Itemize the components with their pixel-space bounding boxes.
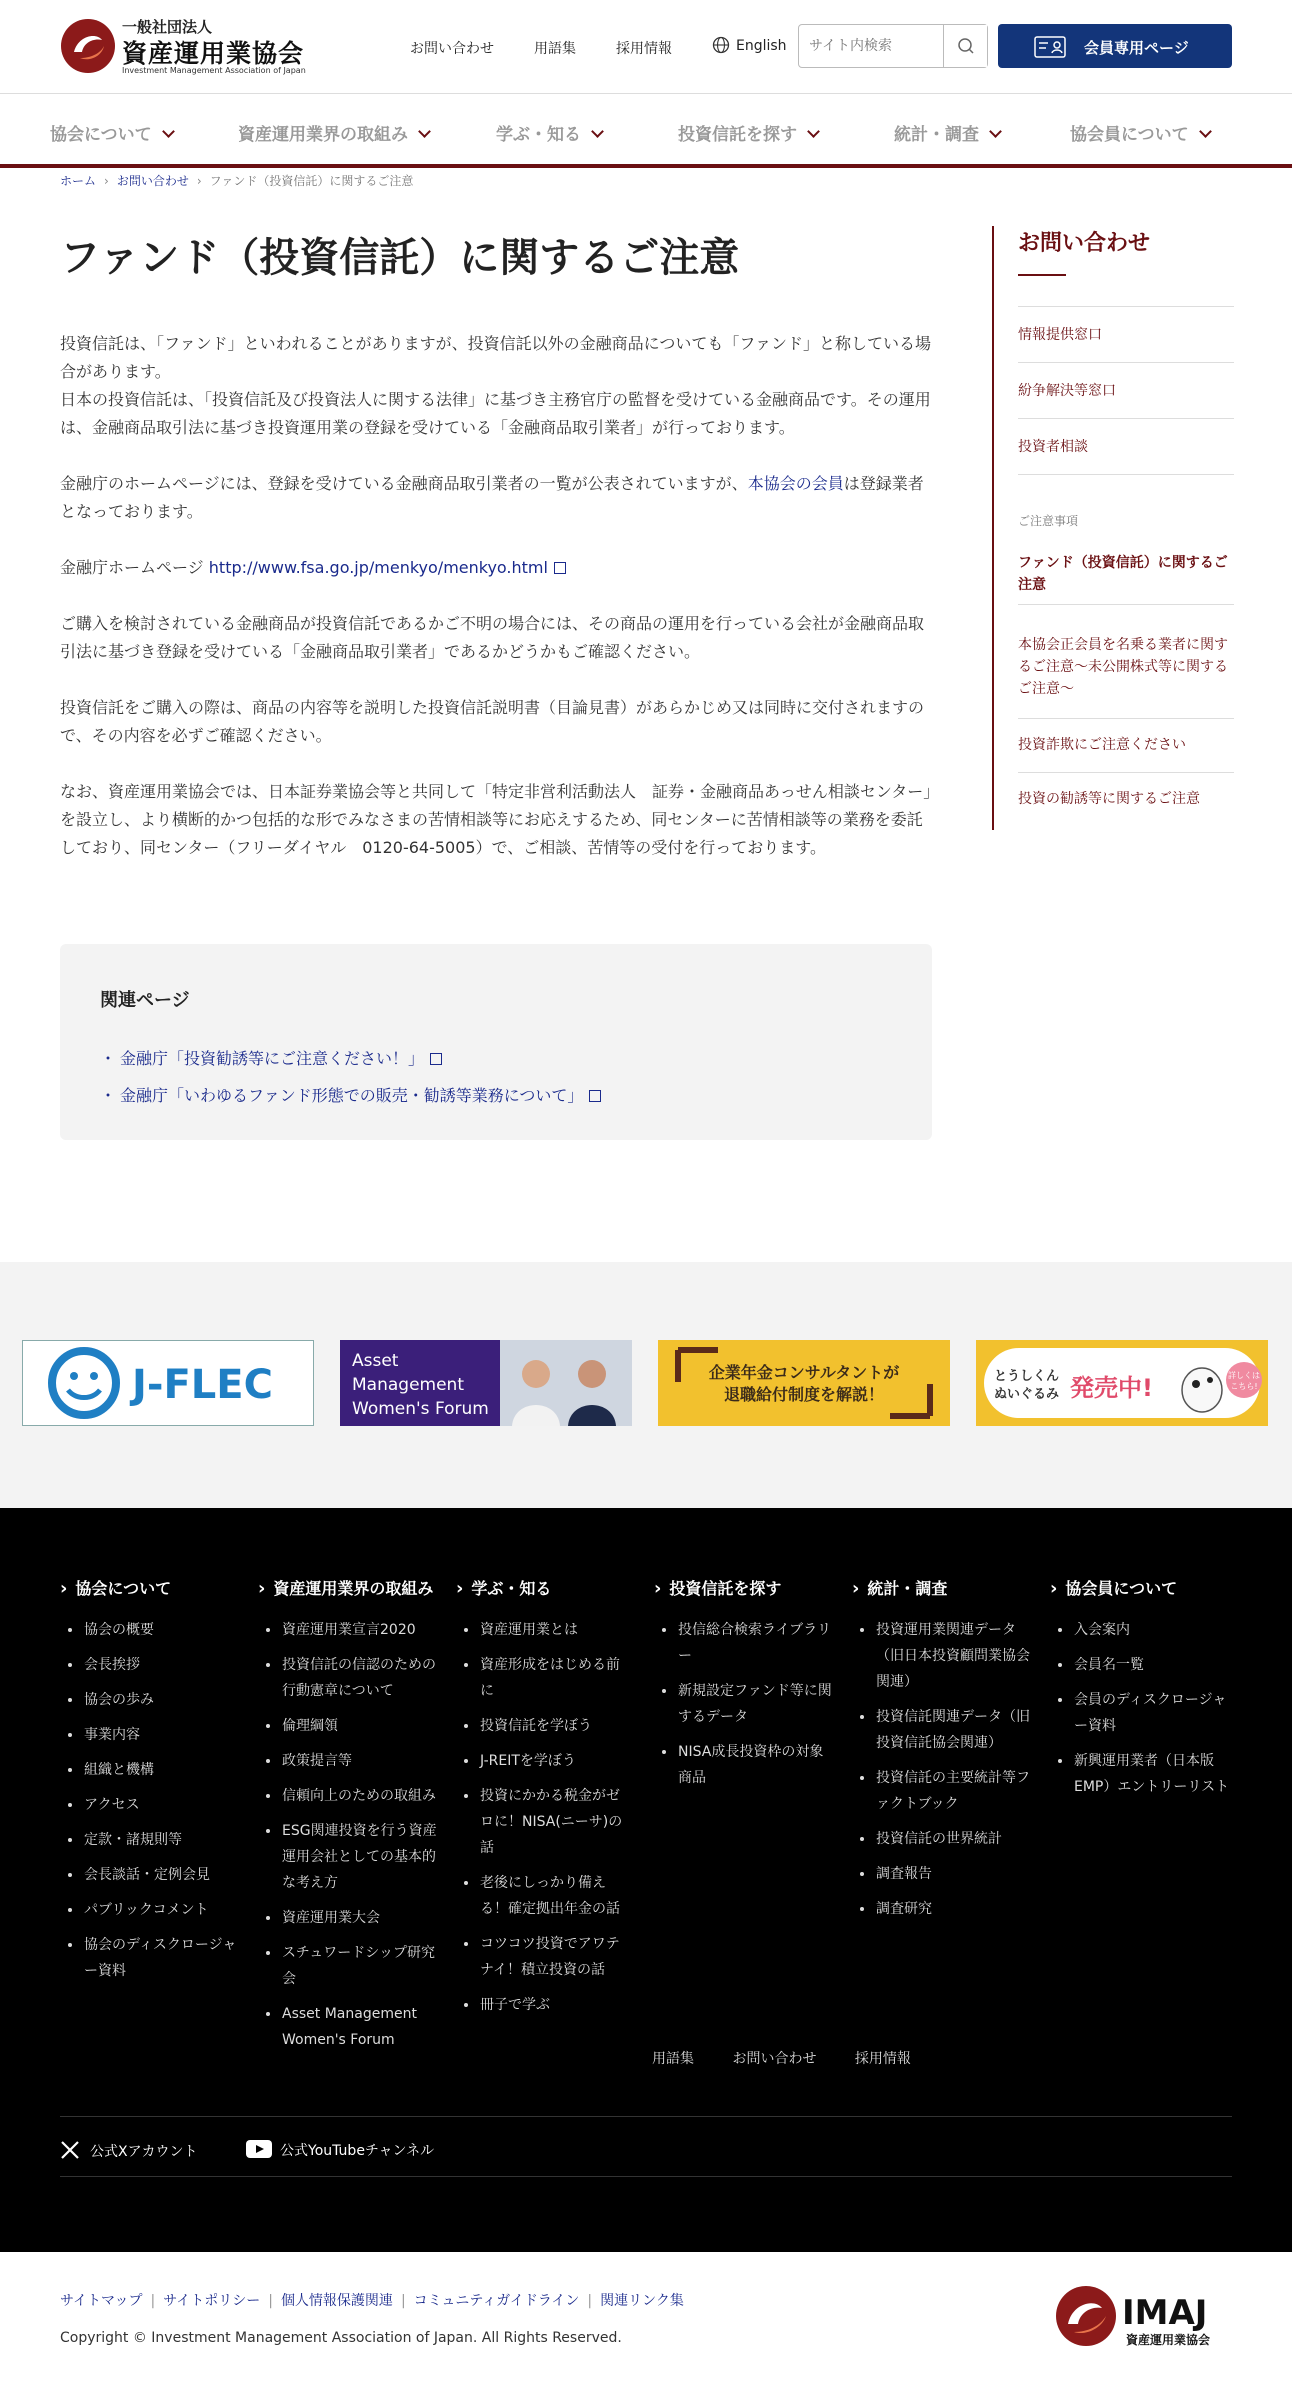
footer-link[interactable]: 新興運用業者（日本版EMP）エントリーリスト [1058, 1748, 1232, 1800]
footer-link-list [464, 1617, 626, 2018]
paragraph-finmac: なお、資産運用業協会では、日本証券業協会等と共同して「特定非営利活動法人 証券・金融商品あっせん相談センター」を設立し、より横断的かつ包括的な形でみなさまの苦情相談等にお応えするため、同センターに苦情相談等の業務を委託しており、同センター（フリーダイヤル 0120-64-5005）で、ご相談、苦情等の受付を行っております。 [60, 782, 932, 857]
copyright: Copyright © Investment Management Association of Japan. All Rights Reserved. [60, 2330, 622, 2346]
legal-links [60, 2290, 684, 2310]
nav-item-fund-search[interactable] [678, 120, 818, 145]
footer-link-list [266, 1617, 438, 2053]
search-icon [944, 25, 988, 67]
footer-link-list [68, 1617, 240, 1984]
breadcrumb-separator: › [196, 174, 202, 188]
banner-amwf-line: Asset [352, 1351, 399, 1371]
paragraph-prospectus: 投資信託をご購入の際は、商品の内容等を説明した投資信託説明書（目論見書）があらかじめ又は同時に交付されますので、その内容を必ずご確認ください。 [60, 698, 925, 745]
chevron-down-icon [591, 125, 604, 138]
external-link-icon [589, 1090, 601, 1102]
legal-link-sitemap[interactable]: サイトマップ [60, 2293, 143, 2309]
divider [60, 2116, 1232, 2117]
member-link[interactable]: 本協会の会員 [747, 474, 844, 493]
footer-link[interactable]: 投資信託の信認のための行動憲章について [266, 1652, 438, 1704]
footer-link[interactable]: 冊子で学ぶ [464, 1992, 626, 2018]
footer-bottom-links [652, 2048, 945, 2068]
footer-link[interactable]: アクセス [68, 1792, 240, 1818]
footer-link[interactable]: パブリックコメント [68, 1897, 240, 1923]
footer-link[interactable]: 資産運用業大会 [266, 1905, 438, 1931]
banner-jflec-text: J-FLEC [132, 1362, 273, 1408]
footer-link[interactable]: 新規設定ファンド等に関するデータ [662, 1678, 834, 1730]
nav-item-label: 資産運用業界の取組み [238, 125, 408, 145]
logo-title: 資産運用業協会 [122, 39, 305, 68]
footer-column-title[interactable]: › 協会員について [1050, 1576, 1232, 1599]
nav-item-statistics[interactable] [894, 120, 1000, 145]
footer-column-title[interactable]: › 資産運用業界の取組み [258, 1576, 438, 1599]
logo-english: Investment Management Association of Japan [122, 66, 306, 75]
separator: | [587, 2293, 593, 2309]
banner-pension[interactable] [658, 1340, 950, 1426]
footer-link[interactable]: 会長談話・定例会見 [68, 1862, 240, 1888]
footer-link[interactable]: 投資信託の主要統計等ファクトブック [860, 1765, 1032, 1817]
divider [1018, 418, 1234, 419]
legal-link-site-policy[interactable]: サイトポリシー [163, 2293, 261, 2309]
footer-column-members [1050, 1576, 1232, 1809]
chevron-down-icon [1199, 125, 1212, 138]
imaj-logo[interactable] [1054, 2282, 1234, 2352]
member-page-label: 会員専用ページ [1084, 39, 1189, 57]
logo-mark-icon [60, 18, 116, 74]
imaj-logo-subtext: 資産運用業協会 [1126, 2333, 1211, 2347]
footer-link[interactable]: 会長挨拶 [68, 1652, 240, 1678]
footer-column-industry [258, 1576, 438, 2062]
footer-link[interactable]: 投資運用業関連データ（旧日本投資顧問業協会関連） [860, 1617, 1032, 1695]
footer-link[interactable]: 投資信託の世界統計 [860, 1826, 1032, 1852]
nav-item-industry[interactable] [238, 120, 429, 145]
footer-link[interactable]: 入会案内 [1058, 1617, 1232, 1643]
sidebar-note-impersonation [1018, 634, 1232, 700]
banner-jflec[interactable] [22, 1340, 314, 1426]
banner-toushikun-line: こちら! [1230, 1382, 1258, 1391]
x-account-link[interactable] [60, 2140, 197, 2161]
breadcrumb-separator: › [104, 174, 109, 188]
divider [1018, 718, 1234, 719]
chevron-down-icon [418, 125, 431, 138]
sidebar-title-underline [1018, 274, 1066, 276]
footer-link[interactable]: 調査報告 [860, 1861, 1032, 1887]
sidebar-note-current [1018, 552, 1232, 596]
banner-amwf[interactable] [340, 1340, 632, 1426]
related-item [100, 1040, 601, 1077]
external-link-icon [554, 562, 566, 574]
footer-link-recruit[interactable]: 採用情報 [854, 2051, 911, 2067]
footer-link[interactable]: 定款・諸規則等 [68, 1827, 240, 1853]
footer-link-list [860, 1617, 1032, 1922]
nav-item-label: 投資信託を探す [678, 125, 797, 145]
nav-item-label: 協会について [50, 125, 152, 145]
footer-link[interactable]: 倫理綱領 [266, 1713, 438, 1739]
divider [1018, 604, 1234, 605]
sidebar-item-investor [1018, 436, 1088, 458]
search-input[interactable] [799, 25, 944, 67]
banner-amwf-line: Management [352, 1375, 464, 1395]
sidebar-link[interactable]: 投資詐欺にご注意ください [1018, 737, 1186, 753]
related-list [100, 1040, 601, 1114]
nav-item-label: 統計・調査 [894, 125, 979, 145]
youtube-channel-link[interactable] [246, 2140, 434, 2160]
site-search [798, 24, 988, 68]
footer-link[interactable]: 協会のディスクロージャー資料 [68, 1932, 240, 1984]
legal-link-community[interactable]: コミュニティガイドライン [413, 2293, 580, 2309]
footer-link[interactable]: J-REITを学ぼう [464, 1748, 626, 1774]
site-footer [0, 1508, 1292, 2252]
main-content [60, 230, 932, 862]
footer-column-title[interactable]: › 統計・調査 [852, 1576, 1032, 1599]
footer-column-title[interactable]: › 協会について [60, 1576, 240, 1599]
sidebar-link[interactable]: 情報提供窓口 [1018, 327, 1102, 343]
member-page-button[interactable] [998, 24, 1232, 68]
legal-link-related[interactable]: 関連リンク集 [600, 2293, 684, 2309]
breadcrumb-parent[interactable]: お問い合わせ [116, 174, 189, 188]
sidebar-link[interactable]: 投資者相談 [1018, 439, 1088, 455]
related-item [100, 1077, 601, 1114]
separator: | [150, 2293, 156, 2309]
footer-link[interactable]: 投資信託関連データ（旧投資信託協会関連） [860, 1704, 1032, 1756]
member-card-icon [1034, 36, 1066, 58]
x-logo-icon [60, 2140, 80, 2160]
sidebar-link[interactable]: 投資の勧誘等に関するご注意 [1018, 791, 1200, 807]
banner-pension-line: 企業年金コンサルタントが [708, 1363, 900, 1382]
footer-link[interactable]: 資産運用業宣言2020 [266, 1617, 438, 1643]
footer-link[interactable]: コツコツ投資でアワテナイ！積立投資の話 [464, 1931, 626, 1983]
divider [60, 2176, 1232, 2177]
paragraph-text: は登録業者となっております。 [60, 474, 924, 521]
sidebar [992, 226, 1232, 830]
footer-link[interactable]: 事業内容 [68, 1722, 240, 1748]
language-link-english[interactable]: English [736, 38, 787, 54]
footer-column-statistics [852, 1576, 1032, 1931]
divider [1018, 772, 1234, 773]
util-link-contact[interactable]: お問い合わせ [410, 41, 494, 57]
footer-link-glossary[interactable]: 用語集 [652, 2051, 694, 2067]
nav-item-label: 学ぶ・知る [496, 125, 581, 145]
divider [1018, 362, 1234, 363]
fsa-homepage-link[interactable]: http://www.fsa.go.jp/menkyo/menkyo.html [208, 558, 548, 577]
banner-toushikun-line: ぬいぐるみ [994, 1387, 1060, 1402]
footer-link[interactable]: Asset Management Women's Forum [266, 2001, 438, 2053]
breadcrumb-current: ファンド（投資信託）に関するご注意 [209, 174, 414, 188]
search-button[interactable] [943, 25, 987, 67]
breadcrumb-home[interactable]: ホーム [60, 174, 97, 188]
paragraph-text: 金融庁ホームページ [60, 558, 209, 577]
logo-subtitle: 一般社団法人 [122, 18, 213, 36]
external-link-icon [430, 1053, 442, 1065]
sidebar-item-dispute [1018, 380, 1116, 402]
footer-link[interactable]: 老後にしっかり備える！確定拠出年金の話 [464, 1870, 626, 1922]
footer-column-learn [456, 1576, 626, 2027]
footer-link[interactable]: 資産形成をはじめる前に [464, 1652, 626, 1704]
paragraph-text: 金融庁のホームページには、登録を受けている金融商品取引業者の一覧が公表されていますが、 [60, 474, 748, 493]
related-pages-box [60, 944, 932, 1140]
footer-column-fund-search [654, 1576, 834, 1800]
youtube-logo-icon [246, 2140, 272, 2158]
banner-amwf-line: Women's Forum [352, 1399, 489, 1419]
legal-bar [0, 2252, 1292, 2382]
footer-link[interactable]: 投信総合検索ライブラリー [662, 1617, 834, 1669]
x-account-label: 公式Xアカウント [90, 2144, 198, 2160]
site-logo[interactable] [60, 16, 306, 76]
chevron-down-icon [989, 125, 1002, 138]
footer-link[interactable]: 信頼向上のための取組み [266, 1783, 438, 1809]
sidebar-note-fraud [1018, 734, 1186, 756]
footer-link[interactable]: 投資にかかる税金がゼロに！NISA(ニーサ)の話 [464, 1783, 626, 1861]
global-nav [0, 94, 1292, 168]
nav-item-label: 協会員について [1070, 125, 1189, 145]
banner-area [0, 1262, 1292, 1508]
footer-column-title[interactable]: › 投資信託を探す [654, 1576, 834, 1599]
globe-icon [712, 36, 730, 54]
youtube-channel-label: 公式YouTubeチャンネル [280, 2143, 435, 2159]
chevron-down-icon [807, 125, 820, 138]
footer-link-list [662, 1617, 834, 1791]
footer-link-contact[interactable]: お問い合わせ [732, 2051, 817, 2067]
chevron-down-icon [162, 125, 175, 138]
divider [1018, 474, 1234, 475]
util-link-recruit[interactable]: 採用情報 [616, 41, 672, 57]
footer-column-title[interactable]: › 学ぶ・知る [456, 1576, 626, 1599]
nav-item-about[interactable] [50, 120, 173, 145]
related-heading: 関連ページ [100, 990, 190, 1011]
footer-link[interactable]: 政策提言等 [266, 1748, 438, 1774]
imaj-logo-text: IMAJ [1122, 2293, 1208, 2333]
separator: | [268, 2293, 273, 2309]
sidebar-note-solicitation [1018, 788, 1200, 810]
footer-link[interactable]: ESG関連投資を行う資産運用会社としての基本的な考え方 [266, 1818, 438, 1896]
sidebar-link[interactable]: 紛争解決等窓口 [1018, 383, 1116, 399]
paragraph-fsa-homepage [60, 554, 932, 582]
sidebar-link[interactable]: 本協会正会員を名乗る業者に関するご注意～未公開株式等に関するご注意～ [1018, 637, 1228, 697]
footer-link[interactable]: スチュワードシップ研究会 [266, 1940, 438, 1992]
related-link-fsa-fund-sales[interactable]: 金融庁「いわゆるファンド形態での販売・勧誘等業務について」 [120, 1086, 584, 1105]
legal-link-privacy[interactable]: 個人情報保護関連 [280, 2293, 393, 2309]
page-title: ファンド（投資信託）に関するご注意 [60, 235, 740, 281]
banner-toushikun[interactable] [976, 1340, 1268, 1426]
banner-toushikun-line: 詳しくは [1228, 1371, 1260, 1380]
sidebar-item-info [1018, 324, 1102, 346]
footer-link[interactable]: 協会の歩み [68, 1687, 240, 1713]
paragraph-fsa-list [60, 470, 932, 526]
nav-item-learn[interactable] [496, 120, 602, 145]
banner-toushikun-line: 発売中! [1070, 1374, 1153, 1402]
util-link-glossary[interactable]: 用語集 [534, 41, 576, 57]
nav-item-members[interactable] [1070, 120, 1210, 145]
footer-link[interactable]: NISA成長投資枠の対象商品 [662, 1739, 834, 1791]
related-link-fsa-caution[interactable]: 金融庁「投資勧誘等にご注意ください！」 [120, 1049, 425, 1068]
footer-link[interactable]: 会員のディスクロージャー資料 [1058, 1687, 1232, 1739]
breadcrumb [60, 172, 413, 189]
separator: | [400, 2293, 406, 2309]
paragraph-confirm-registration: ご購入を検討されている金融商品が投資信託であるかご不明の場合には、その商品の運用を行っている会社が金融商品取引法に基づき登録を受けている「金融商品取引業者」であるかどうかもご確認ください。 [60, 614, 925, 661]
footer-link[interactable]: 調査研究 [860, 1896, 1032, 1922]
banner-pension-line: 退職給付制度を解説！ [723, 1385, 885, 1404]
divider [1018, 306, 1234, 307]
footer-link-list [1058, 1617, 1232, 1800]
sidebar-title: お問い合わせ [1018, 231, 1151, 256]
footer-link[interactable]: 会員名一覧 [1058, 1652, 1232, 1678]
banner-toushikun-line: とうしくん [994, 1369, 1060, 1384]
site-header [0, 0, 1292, 94]
paragraph-fund-definition: 投資信託は、「ファンド」といわれることがありますが、投資信託以外の金融商品についても「ファンド」と称している場合があります。 [60, 334, 932, 381]
sidebar-caption: ご注意事項 [1018, 514, 1079, 528]
footer-link[interactable]: 資産運用業とは [464, 1617, 626, 1643]
footer-link[interactable]: 協会の概要 [68, 1617, 240, 1643]
footer-link[interactable]: 組織と機構 [68, 1757, 240, 1783]
footer-link[interactable]: 投資信託を学ぼう [464, 1713, 626, 1739]
paragraph-japan-trusts: 日本の投資信託は、「投資信託及び投資法人に関する法律」に基づき主務官庁の監督を受けている金融商品です。その運用は、金融商品取引法に基づき投資運用業の登録を受けている「金融商品取引業者」が行っております。 [60, 390, 931, 437]
sidebar-link[interactable]: ファンド（投資信託）に関するご注意 [1018, 555, 1228, 593]
footer-column-about [60, 1576, 240, 1993]
